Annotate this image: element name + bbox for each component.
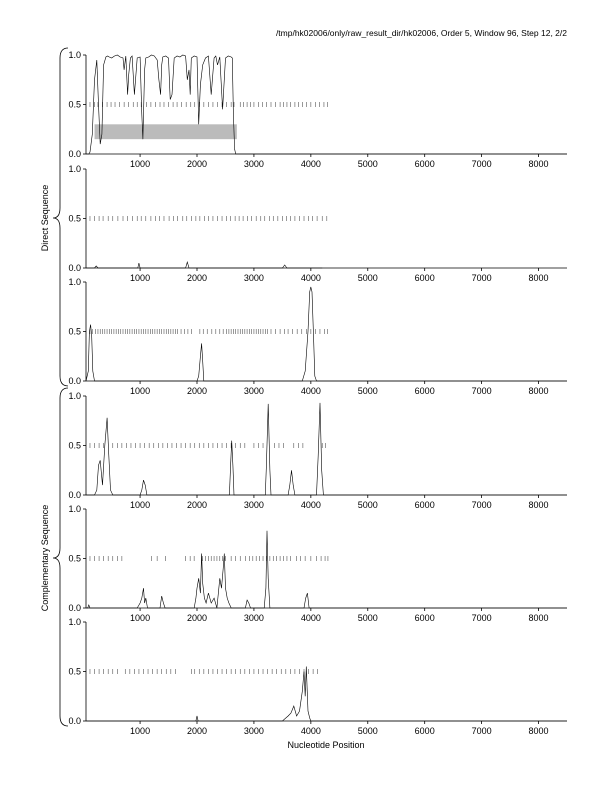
- panel-3: [68, 277, 567, 396]
- x-tick-label: 6000: [414, 726, 435, 736]
- x-tick-label: 5000: [357, 726, 378, 736]
- series-line: [86, 403, 567, 495]
- y-tick-label: 1.0: [68, 504, 81, 514]
- y-tick-label: 0.5: [68, 326, 81, 337]
- x-tick-label: 5000: [357, 613, 378, 623]
- y-tick-label: 0.0: [68, 603, 81, 613]
- x-tick-label: 6000: [414, 273, 435, 283]
- series-line: [86, 531, 567, 608]
- x-tick-label: 6000: [414, 386, 435, 396]
- x-tick-label: 6000: [414, 159, 435, 169]
- x-tick-label: 7000: [471, 386, 492, 396]
- x-tick-label: 6000: [414, 613, 435, 623]
- series-line: [86, 667, 567, 722]
- y-tick-label: 0.0: [68, 263, 81, 273]
- x-tick-label: 4000: [300, 500, 321, 510]
- x-tick-label: 4000: [300, 273, 321, 283]
- x-tick-label: 2000: [186, 273, 208, 283]
- y-tick-label: 1.0: [68, 50, 81, 60]
- x-tick-label: 1000: [130, 159, 151, 169]
- highlight-band: [95, 124, 237, 139]
- direct-group-brace: [53, 48, 68, 386]
- x-tick-label: 1000: [130, 500, 151, 510]
- x-tick-label: 2000: [186, 386, 208, 396]
- page-title: /tmp/hk02006/only/raw_result_dir/hk02006, Order 5, Window 96, Step 12, 2/2: [275, 28, 567, 38]
- y-tick-label: 0.5: [68, 99, 81, 110]
- x-tick-label: 7000: [471, 273, 492, 283]
- x-tick-label: 7000: [471, 159, 492, 169]
- x-tick-label: 2000: [186, 613, 208, 623]
- x-tick-label: 5000: [357, 273, 378, 283]
- x-tick-label: 2000: [186, 726, 208, 736]
- x-tick-label: 3000: [243, 273, 264, 283]
- x-tick-label: 5000: [357, 386, 378, 396]
- y-tick-label: 1.0: [68, 277, 81, 287]
- x-tick-label: 1000: [130, 386, 151, 396]
- x-tick-label: 3000: [243, 613, 264, 623]
- x-tick-label: 2000: [186, 500, 208, 510]
- x-tick-label: 7000: [471, 613, 492, 623]
- complementary-group-brace: [53, 388, 68, 726]
- x-tick-label: 3000: [243, 386, 264, 396]
- x-tick-label: 8000: [528, 273, 549, 283]
- x-tick-label: 7000: [471, 500, 492, 510]
- x-tick-label: 8000: [528, 726, 549, 736]
- panel-5: [68, 504, 567, 623]
- y-tick-label: 0.0: [68, 716, 81, 726]
- x-tick-label: 3000: [243, 500, 264, 510]
- x-tick-label: 4000: [300, 159, 321, 169]
- y-tick-label: 0.5: [68, 213, 81, 224]
- y-tick-label: 0.5: [68, 666, 81, 677]
- y-tick-label: 1.0: [68, 164, 81, 174]
- x-tick-label: 4000: [300, 726, 321, 736]
- series-line: [86, 262, 322, 268]
- group-label-direct: Direct Sequence: [40, 184, 50, 252]
- x-tick-label: 3000: [243, 726, 264, 736]
- group-label-complementary: Complementary Sequence: [40, 504, 50, 612]
- x-tick-label: 8000: [528, 159, 549, 169]
- panel-2: [68, 164, 567, 283]
- y-tick-label: 1.0: [68, 391, 81, 401]
- x-tick-label: 5000: [357, 159, 378, 169]
- panel-6: [68, 617, 567, 736]
- x-tick-label: 5000: [357, 500, 378, 510]
- x-tick-label: 1000: [130, 613, 151, 623]
- x-tick-label: 8000: [528, 613, 549, 623]
- y-tick-label: 0.0: [68, 490, 81, 500]
- x-tick-label: 4000: [300, 613, 321, 623]
- y-tick-label: 0.5: [68, 553, 81, 564]
- x-tick-label: 7000: [471, 726, 492, 736]
- panels: [68, 50, 567, 736]
- x-tick-label: 8000: [528, 386, 549, 396]
- panel-1: [68, 50, 567, 169]
- y-tick-label: 0.0: [68, 376, 81, 386]
- x-tick-label: 4000: [300, 386, 321, 396]
- x-tick-label: 2000: [186, 159, 208, 169]
- x-axis-title: Nucleotide Position: [287, 740, 365, 750]
- x-tick-label: 3000: [243, 159, 264, 169]
- y-tick-label: 0.5: [68, 440, 81, 451]
- x-tick-label: 6000: [414, 500, 435, 510]
- panel-4: [68, 391, 567, 510]
- series-line: [86, 287, 567, 381]
- x-tick-label: 1000: [130, 726, 151, 736]
- x-tick-label: 8000: [528, 500, 549, 510]
- y-tick-label: 0.0: [68, 149, 81, 159]
- y-tick-label: 1.0: [68, 617, 81, 627]
- x-tick-label: 1000: [130, 273, 151, 283]
